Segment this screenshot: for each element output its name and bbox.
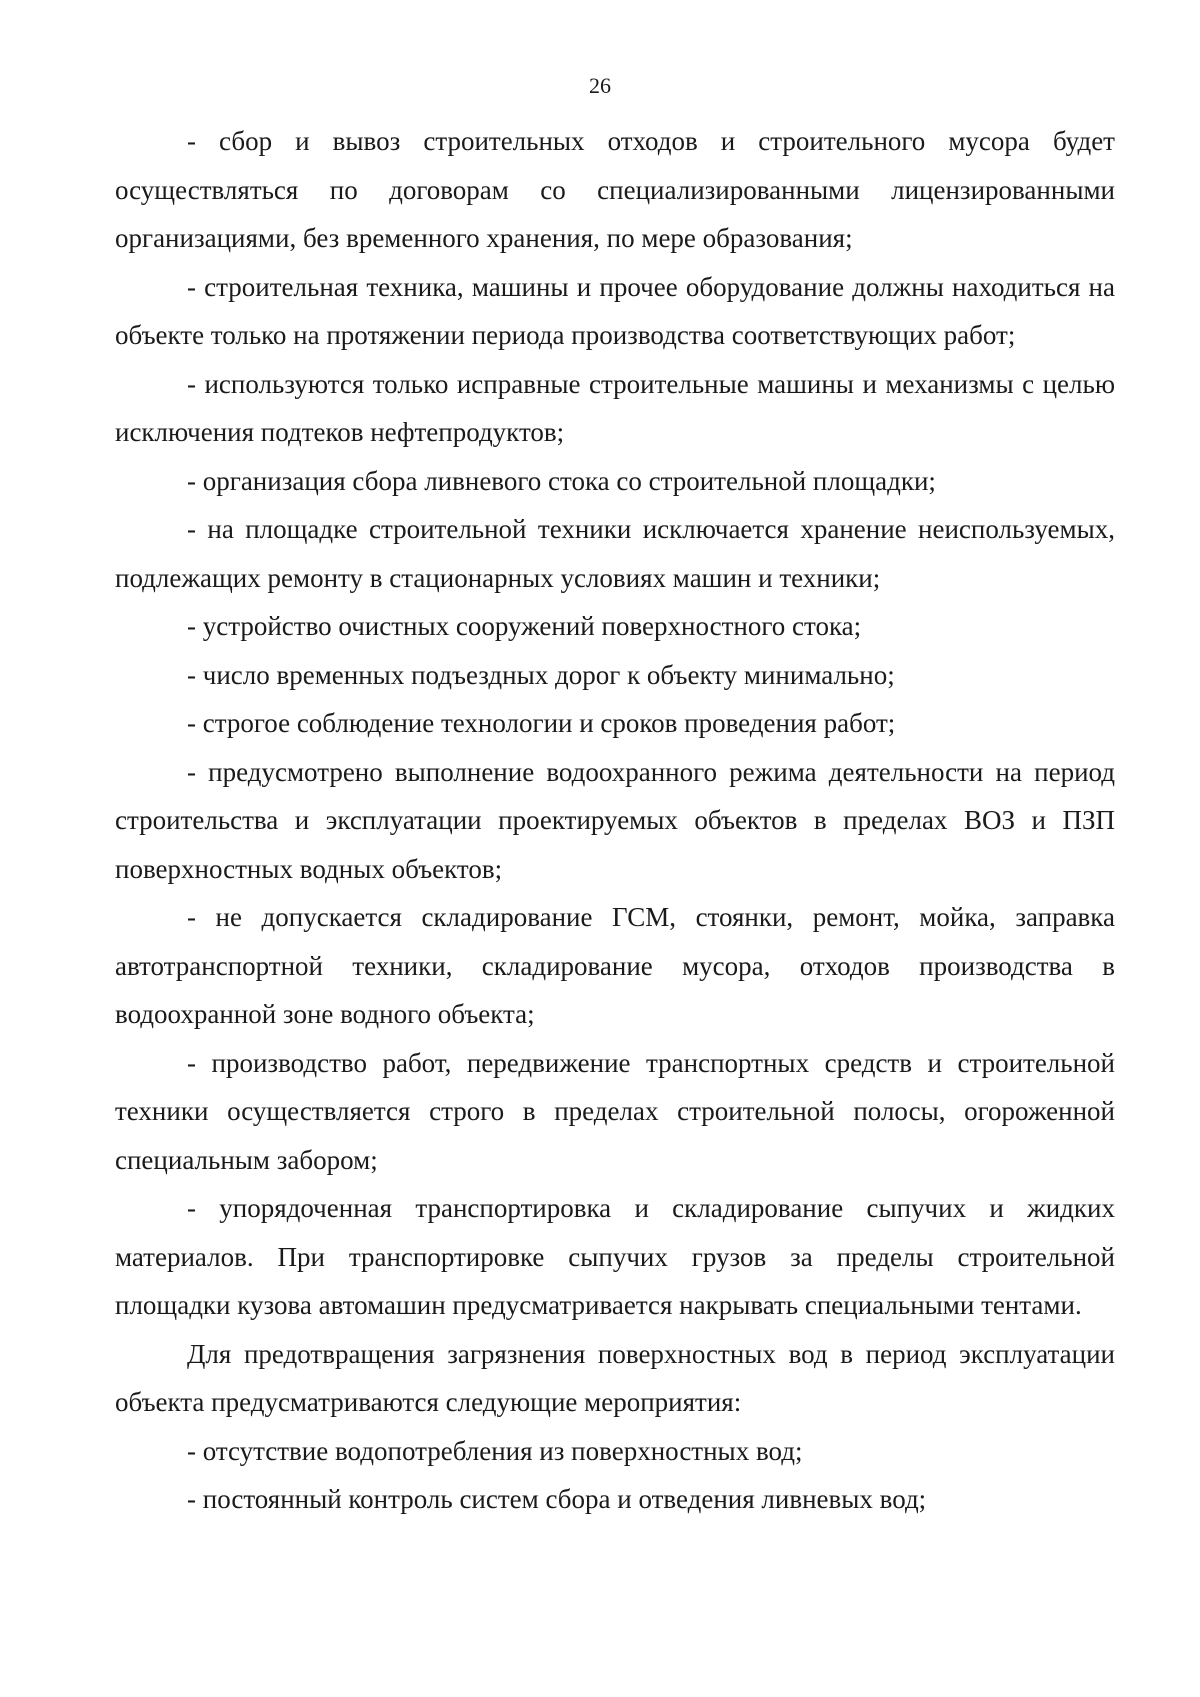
paragraph-waste-removal: - сбор и вывоз строительных отходов и строительного мусора будет осуществляться по договорам со специализированными лицензированными организациями, без временного хранения, по мере образования;	[115, 126, 1115, 253]
paragraph-bulk-materials-transport: - упорядоченная транспортировка и складирование сыпучих и жидких материалов. При транспортировке сыпучих грузов за пределы строительной площадки кузова автомашин предусматривается накрывать специальными тентами.	[115, 1193, 1115, 1320]
paragraph-drainage-control: - постоянный контроль систем сбора и отведения ливневых вод;	[187, 1484, 927, 1514]
paragraph-construction-equipment: - строительная техника, машины и прочее оборудование должны находиться на объекте только на протяжении периода производства соответствующих работ;	[115, 271, 1115, 350]
page-number: 26	[589, 73, 611, 98]
paragraph-no-water-intake: - отсутствие водопотребления из поверхностных вод;	[187, 1435, 803, 1466]
paragraph-technology-compliance: - строгое соблюдение технологии и сроков проведения работ;	[187, 708, 896, 738]
paragraph-work-within-strip: - производство работ, передвижение транспортных средств и строительной техники осуществляется строго в пределах строительной полосы, огороженной специальным забором;	[115, 1047, 1115, 1175]
paragraph-operation-period-intro: Для предотвращения загрязнения поверхностных вод в период эксплуатации объекта предусматриваются следующие мероприятия:	[115, 1338, 1115, 1417]
paragraph-serviceable-machines: - используются только исправные строительные машины и механизмы с целью исключения подтеков нефтепродуктов;	[115, 368, 1115, 447]
paragraph-prohibited-activities: - не допускается складирование ГСМ, стоянки, ремонт, мойка, заправка автотранспортной техники, складирование мусора, отходов производства в водоохранной зоне водного объекта;	[115, 902, 1115, 1029]
page-body	[115, 117, 1115, 1524]
paragraph-storm-runoff-collection: - организация сбора ливневого стока со строительной площадки;	[187, 465, 936, 496]
paragraph-equipment-storage: - на площадке строительной техники исключается хранение неиспользуемых, подлежащих ремонту в стационарных условиях машин и техники;	[115, 514, 1115, 593]
paragraph-treatment-facilities: - устройство очистных сооружений поверхностного стока;	[187, 611, 862, 641]
paragraph-water-protection-regime: - предусмотрено выполнение водоохранного режима деятельности на период строительства и эксплуатации проектируемых объектов в пределах ВОЗ и ПЗП поверхностных водных объектов;	[115, 756, 1115, 884]
paragraph-access-roads: - число временных подъездных дорог к объекту минимально;	[187, 659, 895, 690]
